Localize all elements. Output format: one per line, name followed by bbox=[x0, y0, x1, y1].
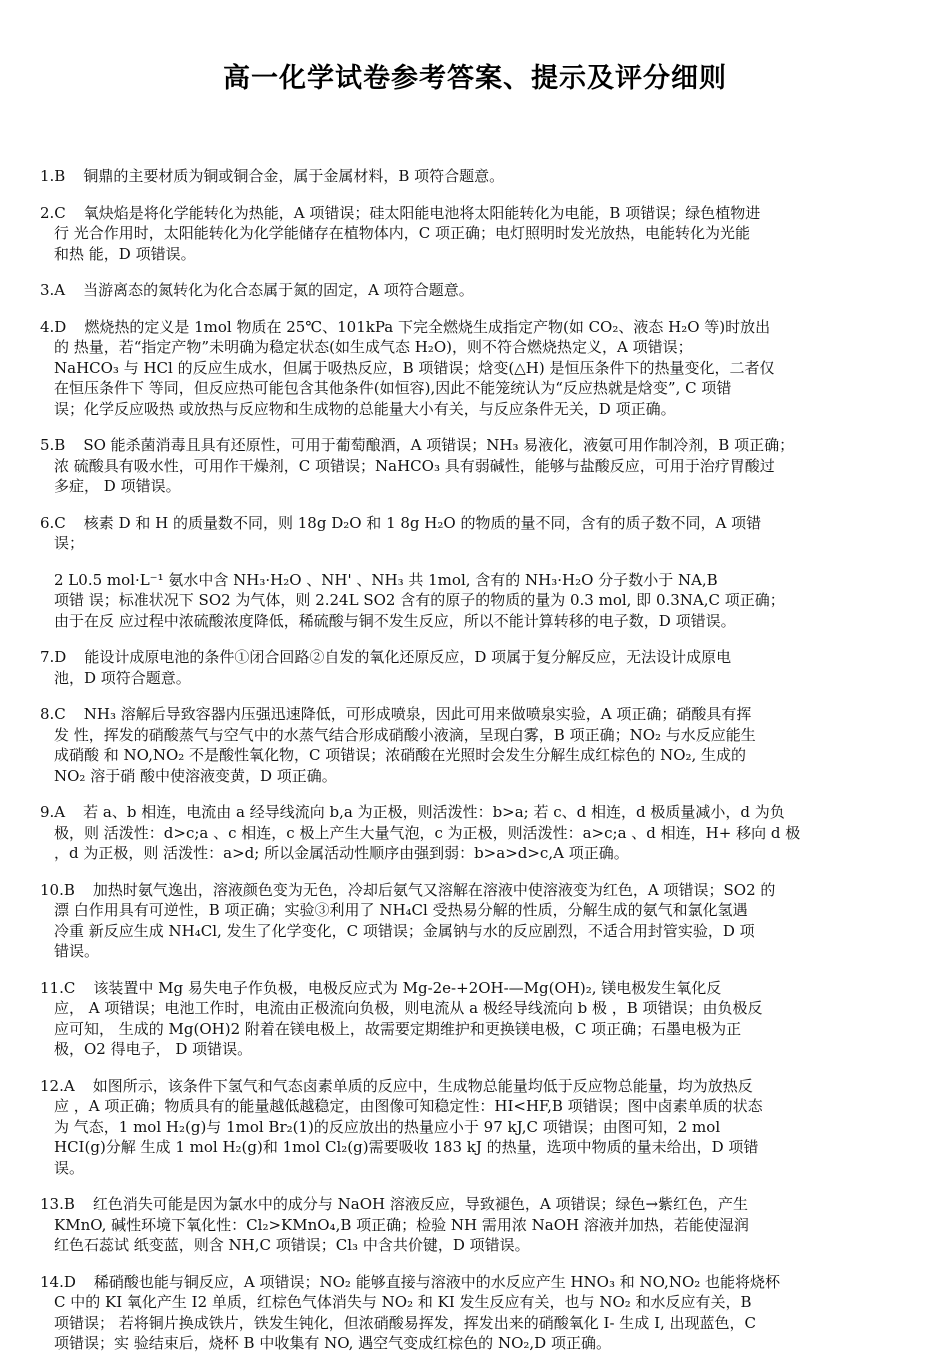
answer-line bbox=[40, 1215, 908, 1236]
answer-list bbox=[40, 166, 908, 1370]
answer-text: 的 热量，若“指定产物”未明确为稳定状态(如生成气态 H₂O)，则不符合燃烧热定义，A 项错误； bbox=[54, 338, 693, 356]
answer-text: 燃烧热的定义是 1mol 物质在 25℃、101kPa 下完全燃烧生成指定产物(如 CO₂、液态 H₂O 等)时放出 bbox=[84, 317, 771, 336]
answer-line bbox=[40, 1019, 908, 1040]
answer-item bbox=[40, 880, 908, 962]
answer-text: NH₃ 溶解后导致容器内压强迅速降低，可形成喷泉，因此可用来做喷泉实验，A 项正确；硝酸具有挥 bbox=[83, 705, 752, 723]
answer-text: 项错 误；标准状况下 SO2 为气体，则 2.24L SO2 含有的原子的物质的量为 0.3 mol, 即 0.3NA,C 项正确； bbox=[54, 591, 785, 609]
answer-text: 误。 bbox=[54, 1158, 85, 1177]
answer-line bbox=[40, 745, 908, 766]
answer-line bbox=[40, 456, 908, 477]
answer-text: 项错误； 若将铜片换成铁片，铁发生钝化，但浓硝酸易挥发，挥发出来的硝酸氧化 I- 生成 I, 出现蓝色，C bbox=[54, 1313, 757, 1332]
answer-line bbox=[40, 941, 908, 962]
answer-text: NaHCO₃ 与 HCl 的反应生成水，但属于吸热反应，B 项错误；焓变(△H) 是恒压条件下的热量变化，二者仅 bbox=[54, 358, 775, 377]
answer-item bbox=[40, 802, 908, 864]
answer-line bbox=[40, 1158, 908, 1179]
answer-line bbox=[40, 435, 908, 456]
answer-text: KMnO, 碱性环境下氧化性：Cl₂>KMnO₄,B 项正确；检验 NH 需用浓 NaOH 溶液并加热，若能使湿润 bbox=[54, 1215, 749, 1234]
answer-item bbox=[40, 978, 908, 1060]
answer-line bbox=[40, 823, 908, 844]
answer-text: 项错误；实 验结束后，烧杯 B 中收集有 NO, 遇空气变成红棕色的 NO₂,D 项正确。 bbox=[54, 1334, 611, 1352]
answer-text: 错误。 bbox=[54, 942, 100, 960]
answer-line bbox=[40, 921, 908, 942]
answer-number: 9.A bbox=[40, 803, 66, 821]
answer-number: 10.B bbox=[40, 880, 75, 899]
answer-line bbox=[40, 900, 908, 921]
answer-text: HCI(g)分解 生成 1 mol H₂(g)和 1mol Cl₂(g)需要吸收 183 kJ 的热量，选项中物质的量未给出，D 项错 bbox=[54, 1138, 759, 1156]
answer-line bbox=[40, 378, 908, 399]
answer-text: 行 光合作用时，太阳能转化为化学能储存在植物体内，C 项正确；电灯照明时发光放热，电能转化为光能 bbox=[54, 224, 751, 242]
answer-number: 6.C bbox=[40, 513, 66, 532]
answer-number: 7.D bbox=[40, 648, 67, 666]
answer-line bbox=[40, 358, 908, 379]
answer-item bbox=[40, 570, 908, 632]
answer-text: 红色石蕊试 纸变蓝，则含 NH,C 项错误；Cl₃ 中含共价键，D 项错误。 bbox=[54, 1236, 530, 1254]
answer-number: 2.C bbox=[40, 203, 66, 222]
answer-item bbox=[40, 1076, 908, 1179]
answer-line bbox=[40, 880, 908, 901]
answer-line bbox=[40, 1096, 908, 1117]
answer-line bbox=[40, 1272, 908, 1293]
answer-item bbox=[40, 1272, 908, 1354]
answer-line bbox=[40, 1194, 908, 1215]
answer-text: 若 a、b 相连，电流由 a 经导线流向 b,a 为正极，则活泼性：b>a; 若 c、d 相连，d 极质量减小，d 为负 bbox=[83, 803, 785, 821]
answer-line bbox=[40, 513, 908, 534]
answer-number: 1.B bbox=[40, 167, 66, 185]
answer-text: 红色消失可能是因为氯水中的成分与 NaOH 溶液反应，导致褪色，A 项错误；绿色→紫红色，产生 bbox=[92, 1195, 749, 1213]
answer-text: 如图所示，该条件下氢气和气态卤素单质的反应中，生成物总能量均低于反应物总能量，均为放热反 bbox=[92, 1076, 753, 1095]
answer-text: 当游离态的氮转化为化合态属于氮的固定，A 项符合题意。 bbox=[83, 281, 474, 299]
answer-item bbox=[40, 1194, 908, 1256]
answer-text: 应， A 项错误；电池工作时，电流由正极流向负极，则电流从 a 极经导线流向 b 极 ，B 项错误；由负极反 bbox=[54, 999, 763, 1017]
answer-text: 漂 白作用具有可逆性，B 项正确；实验③利用了 NH₄Cl 受热易分解的性质，分解生成的氨气和氯化氢遇 bbox=[54, 901, 748, 919]
answer-text: 在恒压条件下 等同，但反应热可能包含其他条件(如恒容),因此不能笼统认为“反应热就是焓变”, C 项错 bbox=[54, 379, 732, 397]
answer-text: 极，则 活泼性：d>c;a 、c 相连，c 极上产生大量气泡，c 为正极，则活泼性：a>c;a 、d 相连，H+ 移向 d 极 bbox=[54, 823, 801, 842]
answer-line bbox=[40, 1292, 908, 1313]
answer-line bbox=[40, 244, 908, 265]
answer-line bbox=[40, 611, 908, 632]
answer-item bbox=[40, 647, 908, 688]
answer-line bbox=[40, 570, 908, 591]
answer-text: 成硝酸 和 NO,NO₂ 不是酸性氧化物，C 项错误；浓硝酸在光照时会发生分解生成红棕色的 NO₂, 生成的 bbox=[54, 746, 747, 764]
answer-text: 冷重 新反应生成 NH₄Cl, 发生了化学变化，C 项错误；金属钠与水的反应剧烈，不适合用封管实验，D 项 bbox=[54, 921, 755, 940]
answer-item bbox=[40, 704, 908, 786]
answer-text: 加热时氨气逸出，溶液颜色变为无色，冷却后氨气又溶解在溶液中使溶液变为红色，A 项错误；SO2 的 bbox=[92, 880, 776, 899]
answer-number: 4.D bbox=[40, 317, 67, 336]
answer-text: 多症， D 项错误。 bbox=[54, 477, 181, 495]
answer-line bbox=[40, 647, 908, 668]
answer-number: 12.A bbox=[40, 1076, 75, 1095]
document-title: 高一化学试卷参考答案、提示及评分细则 bbox=[223, 63, 727, 94]
answer-text: 极，O2 得电子， D 项错误。 bbox=[54, 1040, 253, 1058]
answer-line bbox=[40, 590, 908, 611]
answer-line bbox=[40, 223, 908, 244]
answer-text: 误；化学反应吸热 或放热与反应物和生成物的总能量大小有关，与反应条件无关，D 项正确。 bbox=[54, 399, 676, 418]
answer-text: 氧炔焰是将化学能转化为热能，A 项错误；硅太阳能电池将太阳能转化为电能，B 项错误；绿色植物进 bbox=[83, 203, 761, 222]
answer-number: 8.C bbox=[40, 705, 66, 723]
answer-text: 发 性，挥发的硝酸蒸气与空气中的水蒸气结合形成硝酸小液滴，呈现白雾，B 项正确；NO₂ 与水反应能生 bbox=[54, 725, 756, 744]
answer-text: NO₂ 溶于硝 酸中使溶液变黄，D 项正确。 bbox=[54, 766, 337, 785]
answer-line bbox=[40, 399, 908, 420]
answer-item bbox=[40, 166, 908, 187]
answer-item bbox=[40, 280, 908, 301]
answer-number: 14.D bbox=[40, 1272, 76, 1291]
answer-text: ，d 为正极，则 活泼性：a>d; 所以金属活动性顺序由强到弱：b>a>d>c,A 项正确。 bbox=[54, 844, 629, 862]
answer-line bbox=[40, 203, 908, 224]
answer-line bbox=[40, 1117, 908, 1138]
answer-line bbox=[40, 476, 908, 497]
answer-line bbox=[40, 1137, 908, 1158]
answer-text: 稀硝酸也能与铜反应，A 项错误；NO₂ 能够直接与溶液中的水反应产生 HNO₃ 和 NO,NO₂ 也能将烧杯 bbox=[93, 1272, 781, 1291]
answer-line bbox=[40, 766, 908, 787]
answer-line bbox=[40, 166, 908, 187]
answer-text: 为 气态，1 mol H₂(g)与 1mol Br₂(1)的反应放出的热量应小于 97 kJ,C 项错误；由图可知，2 mol bbox=[54, 1117, 721, 1136]
answer-text: 误； bbox=[54, 534, 85, 552]
answer-text: 池，D 项符合题意。 bbox=[54, 668, 191, 687]
answer-text: SO 能杀菌消毒且具有还原性，可用于葡萄酿酒，A 项错误；NH₃ 易液化，液氨可用作制冷剂，B 项正确； bbox=[83, 436, 795, 454]
answer-item bbox=[40, 513, 908, 554]
answer-number: 5.B bbox=[40, 436, 66, 454]
answer-text: 浓 硫酸具有吸水性，可用作干燥剂，C 项错误；NaHCO₃ 具有弱碱性，能够与盐酸反应，可用于治疗胃酸过 bbox=[54, 456, 775, 475]
answer-text: 由于在反 应过程中浓硫酸浓度降低，稀硫酸与铜不发生反应，所以不能计算转移的电子数，D 项错误。 bbox=[54, 611, 736, 630]
answer-text: 应可知， 生成的 Mg(OH)2 附着在镁电极上，故需要定期维护和更换镁电极，C 项正确；石墨电极为正 bbox=[54, 1019, 742, 1038]
answer-text: 和热 能，D 项错误。 bbox=[54, 244, 196, 263]
answer-line bbox=[40, 1333, 908, 1354]
answer-line bbox=[40, 337, 908, 358]
answer-line bbox=[40, 1313, 908, 1334]
answer-text: C 中的 KI 氧化产生 I2 单质，红棕色气体消失与 NO₂ 和 KI 发生反应有关，也与 NO₂ 和水反应有关，B bbox=[54, 1293, 752, 1311]
answer-line bbox=[40, 802, 908, 823]
answer-number: 3.A bbox=[40, 281, 66, 299]
answer-line bbox=[40, 725, 908, 746]
answer-line bbox=[40, 704, 908, 725]
answer-line bbox=[40, 317, 908, 338]
answer-text: 核素 D 和 H 的质量数不同，则 18g D₂O 和 1 8g H₂O 的物质的量不同，含有的质子数不同，A 项错 bbox=[83, 513, 762, 532]
answer-line bbox=[40, 978, 908, 999]
answer-text: 应 ，A 项正确；物质具有的能量越低越稳定，由图像可知稳定性：HI<HF,B 项错误；图中卤素单质的状态 bbox=[54, 1097, 763, 1115]
answer-number: 13.B bbox=[40, 1195, 75, 1213]
answer-item bbox=[40, 435, 908, 497]
answer-line bbox=[40, 533, 908, 554]
answer-text: 铜鼎的主要材质为铜或铜合金，属于金属材料，B 项符合题意。 bbox=[83, 167, 505, 185]
answer-text: 该装置中 Mg 易失电子作负极，电极反应式为 Mg-2e-+2OH-—Mg(OH)₂, 镁电极发生氧化反 bbox=[93, 978, 722, 997]
answer-line bbox=[40, 1039, 908, 1060]
answer-number: 11.C bbox=[40, 978, 76, 997]
answer-line bbox=[40, 1235, 908, 1256]
answer-text: 能设计成原电池的条件①闭合回路②自发的氧化还原反应，D 项属于复分解反应，无法设计成原电 bbox=[84, 648, 732, 666]
answer-item bbox=[40, 203, 908, 265]
answer-item bbox=[40, 317, 908, 420]
answer-line bbox=[40, 668, 908, 689]
answer-line bbox=[40, 843, 908, 864]
answer-text: 2 L0.5 mol·L⁻¹ 氨水中含 NH₃·H₂O 、NH' 、NH₃ 共 1mol, 含有的 NH₃·H₂O 分子数小于 NA,B bbox=[54, 570, 718, 589]
answer-line bbox=[40, 280, 908, 301]
answer-line bbox=[40, 998, 908, 1019]
answer-line bbox=[40, 1076, 908, 1097]
